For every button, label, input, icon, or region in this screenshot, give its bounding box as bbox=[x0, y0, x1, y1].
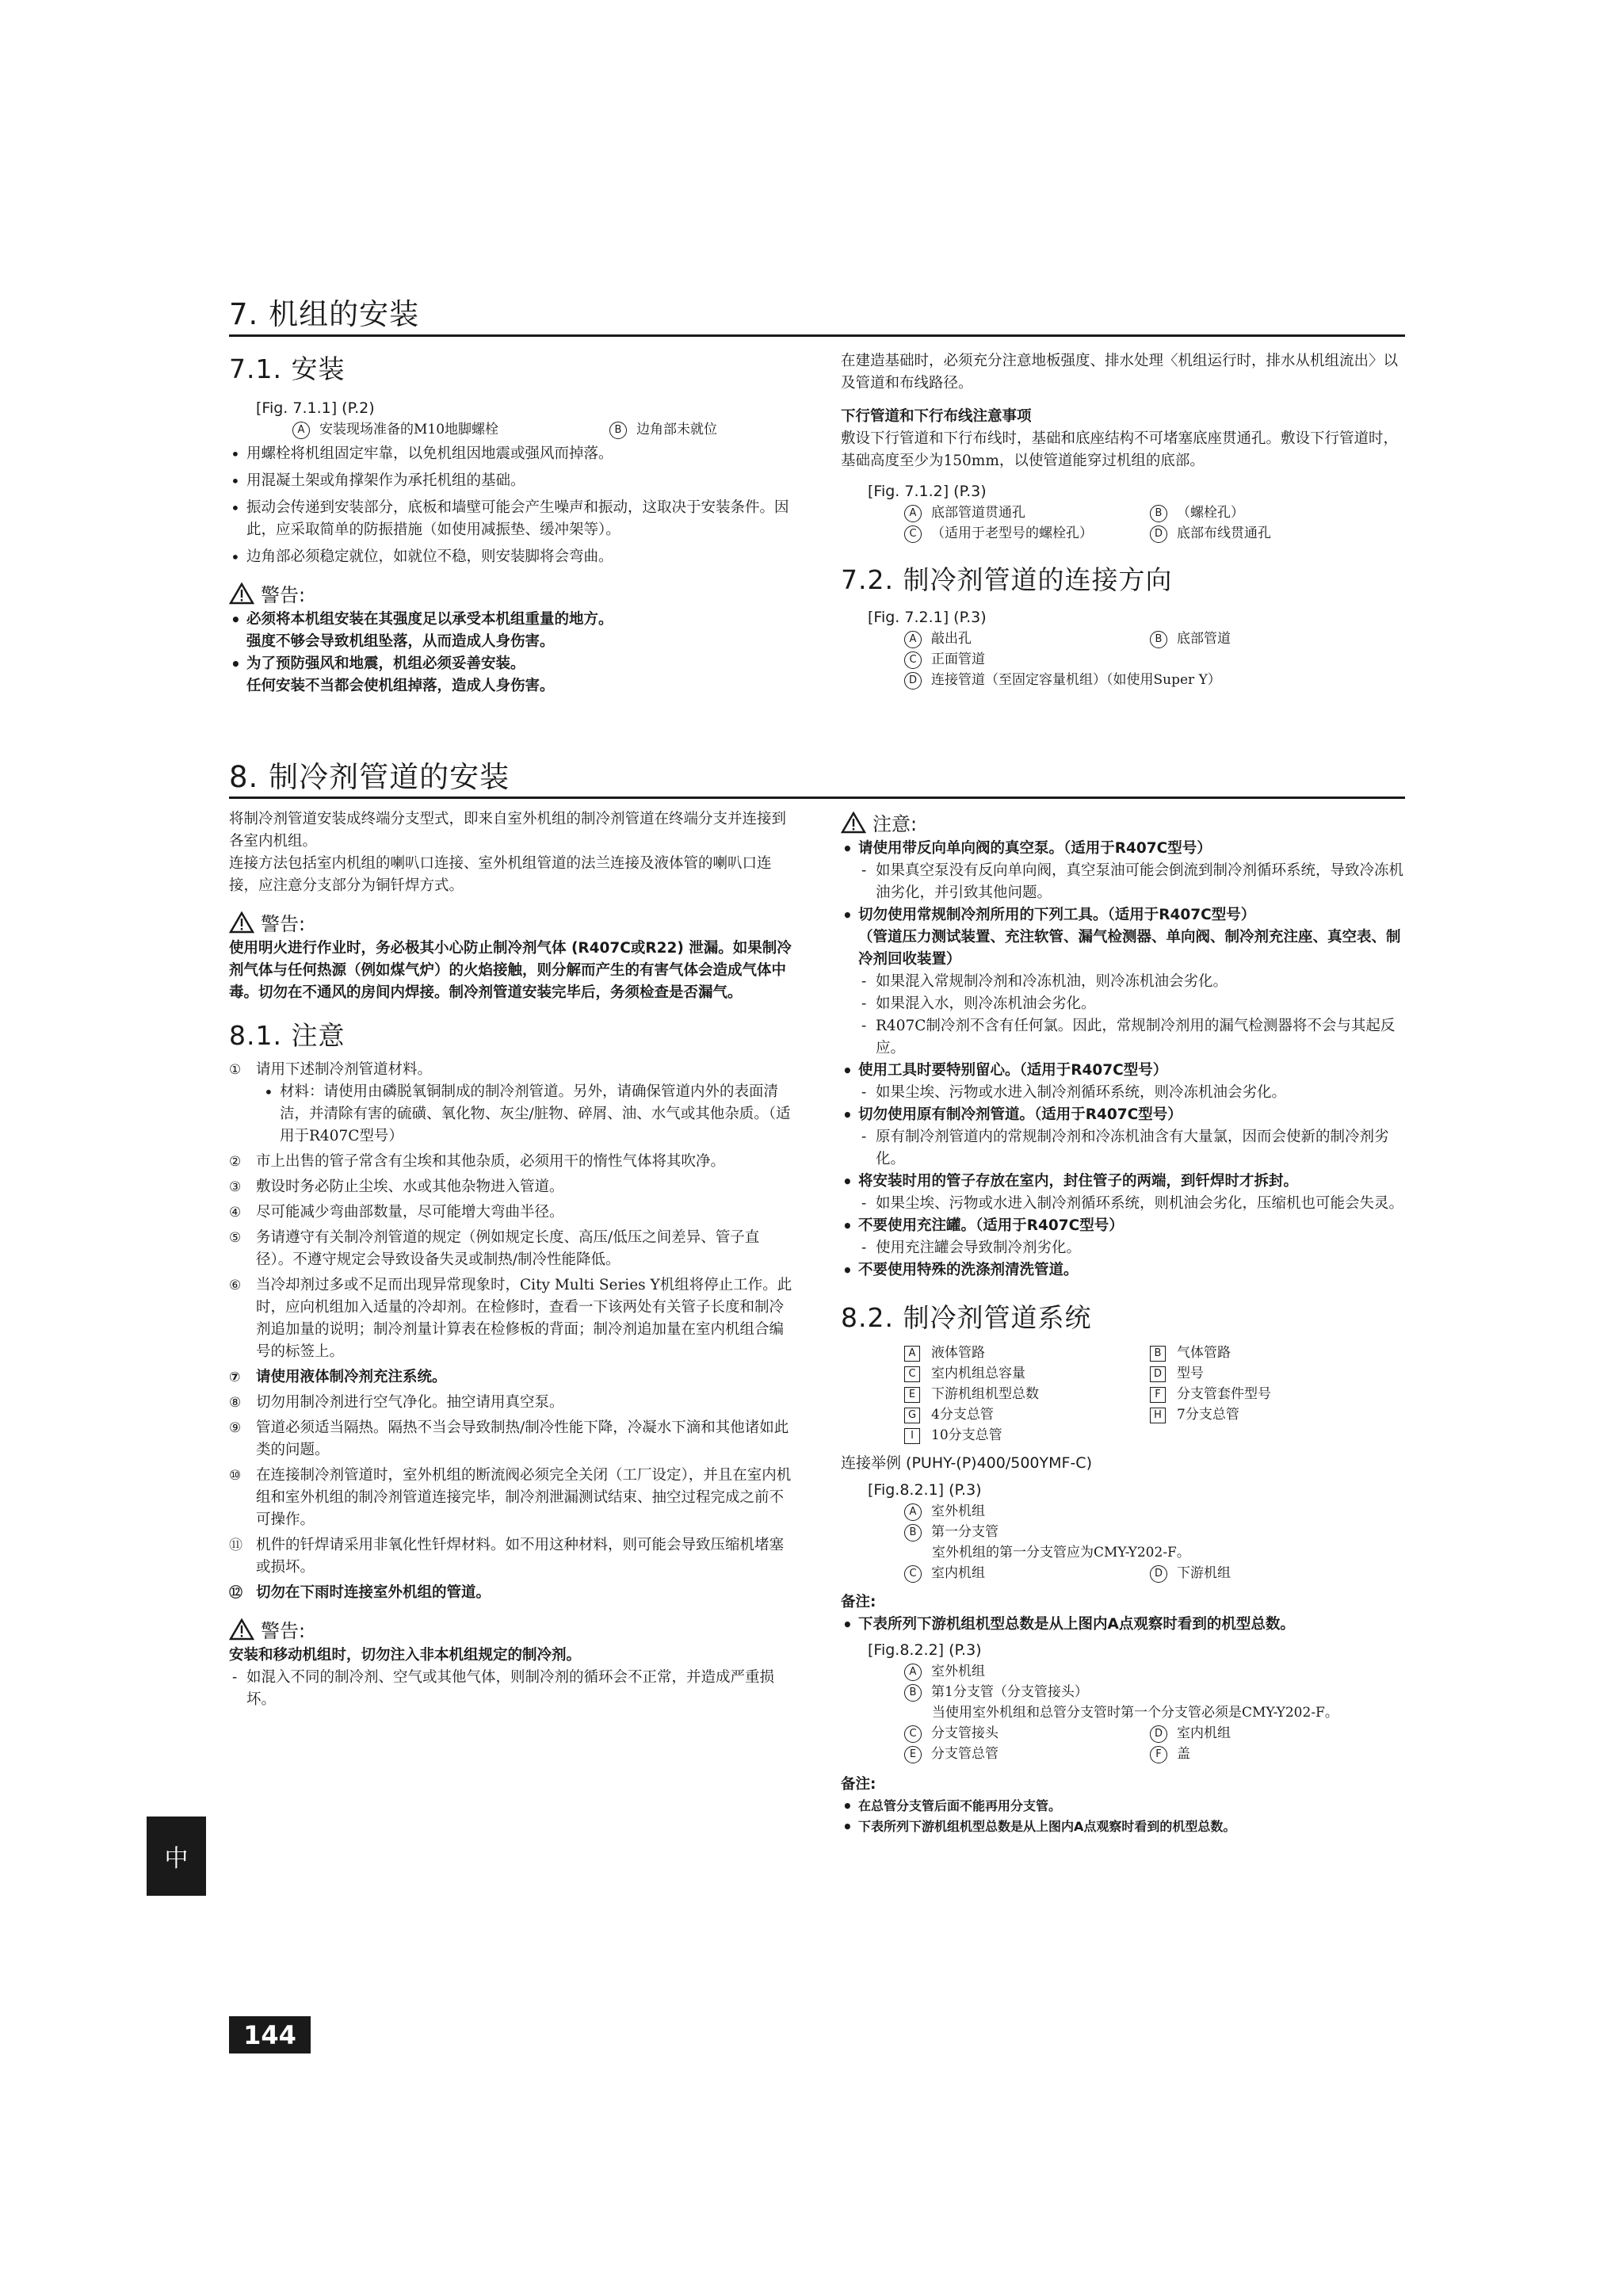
material-bullet: • 材料：请使用由磷脱氧铜制成的制冷剂管道。另外，请确保管道内外的表面清洁，并清除有害的硫磺、氧化物、灰尘/脏物、碎屑、油、水气或其他杂质。（适用于R407C型号） bbox=[262, 1081, 793, 1148]
caution-item: • 使用工具时要特别留心。（适用于R407C型号） bbox=[841, 1060, 1405, 1082]
legend-key-b: B bbox=[904, 1684, 922, 1702]
legend-key-d: D bbox=[1150, 1725, 1167, 1743]
legend-text: 当使用室外机组和总管分支管时第一个分支管必须是CMY-Y202-F。 bbox=[932, 1705, 1338, 1721]
precaution-item bbox=[229, 1366, 793, 1389]
caution-item: • 请使用带反向单向阀的真空泵。（适用于R407C型号） bbox=[841, 838, 1405, 860]
legend-text: 分支管总管 bbox=[931, 1746, 999, 1762]
legend-text: 安装现场准备的M10地脚螺栓 bbox=[319, 422, 499, 437]
caution-triangle-icon bbox=[841, 812, 866, 834]
warning-triangle-icon bbox=[229, 911, 254, 934]
legend-key-a: A bbox=[904, 631, 922, 648]
legend-key-c: C bbox=[904, 1725, 922, 1743]
caution-detail: - R407C制冷剂不含有任何氯。因此，常规制冷剂用的漏气检测器将不会与其起反应。 bbox=[858, 1015, 1405, 1060]
legend-text: （适用于老型号的螺栓孔） bbox=[931, 525, 1093, 541]
legend-key-c: C bbox=[904, 1565, 922, 1583]
fig-8-2-2-ref: [Fig.8.2.2] (P.3) bbox=[868, 1641, 982, 1659]
item-number: ⑥ bbox=[229, 1278, 242, 1293]
item-text: 切勿用制冷剂进行空气净化。抽空请用真空泵。 bbox=[256, 1394, 564, 1411]
legend-text: 连接管道（至固定容量机组）（如使用Super Y） bbox=[931, 672, 1221, 688]
downward-piping-paragraph: 敷设下行管道和下行布线时，基础和底座结构不可堵塞底座贯通孔。敷设下行管道时，基础高度至少为150mm，以使管道能穿过机组的底部。 bbox=[841, 430, 1399, 469]
legend-text: 室内机组总容量 bbox=[931, 1366, 1025, 1381]
caution-detail: - 如果真空泵没有反向单向阀，真空泵油可能会倒流到制冷剂循环系统，导致冷冻机油劣化，并引致其他问题。 bbox=[858, 860, 1405, 904]
legend-text: 敲出孔 bbox=[931, 631, 972, 647]
warning-heading bbox=[229, 1615, 793, 1643]
precaution-item bbox=[229, 1582, 793, 1604]
legend-key-c: C bbox=[904, 651, 922, 669]
legend-key-c: C bbox=[904, 1366, 920, 1382]
legend-text: 室外机组 bbox=[931, 1664, 985, 1679]
legend-key-c: C bbox=[904, 525, 922, 543]
section-8-left bbox=[229, 808, 793, 1711]
warning-title: 警告: bbox=[261, 913, 306, 935]
caution-heading bbox=[841, 808, 1405, 836]
section-7-1-title: 7.1. 安装 bbox=[229, 353, 346, 384]
legend-key-d: D bbox=[904, 672, 922, 690]
item-number: ⑧ bbox=[229, 1395, 242, 1411]
note-item: • 在总管分支管后面不能再用分支管。 bbox=[841, 1796, 1405, 1817]
precaution-item bbox=[229, 1201, 793, 1224]
fig-7-1-1-ref: [Fig. 7.1.1] (P.2) bbox=[256, 399, 375, 417]
caution-detail: - 如果混入水，则冷冻机油会劣化。 bbox=[858, 993, 1405, 1015]
install-bullet: • 用混凝土架或角撑架作为承托机组的基础。 bbox=[229, 470, 793, 492]
legend-key-a: A bbox=[904, 1503, 922, 1521]
precaution-item bbox=[229, 1392, 793, 1414]
legend-text: 边角部未就位 bbox=[636, 422, 717, 437]
fig-8-2-1-ref: [Fig.8.2.1] (P.3) bbox=[868, 1481, 982, 1499]
legend-key-b: B bbox=[1150, 505, 1167, 522]
precaution-item bbox=[229, 1465, 793, 1531]
legend-text: 7分支总管 bbox=[1177, 1407, 1239, 1423]
legend-key-b: B bbox=[1150, 631, 1167, 648]
precaution-item bbox=[229, 1059, 793, 1148]
item-text: 当冷却剂过多或不足而出现异常现象时，City Multi Series Y机组将停止工作。此时，应向机组加入适量的冷却剂。在检修时，查看一下该两处有关管子长度和制冷剂追加量的说明；制冷剂量计算表在检修板的背面；制冷剂追加量在室内机组合编号的标签上。 bbox=[256, 1277, 792, 1360]
legend-text: 下游机组机型总数 bbox=[931, 1386, 1039, 1402]
downward-piping-title: 下行管道和下行布线注意事项 bbox=[841, 408, 1032, 425]
note-item: • 下表所列下游机组机型总数是从上图内A点观察时看到的机型总数。 bbox=[841, 1817, 1405, 1837]
warning-triangle-icon bbox=[229, 583, 254, 605]
fig-8-2-2-legend bbox=[841, 1661, 1405, 1764]
page-number: 144 bbox=[229, 2016, 311, 2053]
foundation-paragraph: 在建造基础时，必须充分注意地板强度、排水处理〈机组运行时，排水从机组流出〉以及管道和布线路径。 bbox=[841, 353, 1399, 392]
legend-text: 下游机组 bbox=[1177, 1565, 1231, 1581]
fig-7-1-2-ref: [Fig. 7.1.2] (P.3) bbox=[868, 483, 987, 500]
warning-item: • 为了预防强风和地震，机组必须妥善安装。 任何安装不当都会使机组掉落，造成人身伤害。 bbox=[229, 653, 793, 697]
precaution-item bbox=[229, 1227, 793, 1271]
legend-key-h: H bbox=[1150, 1408, 1166, 1423]
legend-text: 气体管路 bbox=[1177, 1345, 1231, 1361]
legend-key-b: B bbox=[904, 1524, 922, 1541]
section-7-title: 7. 机组的安装 bbox=[229, 297, 420, 331]
install-bullet: • 用螺栓将机组固定牢靠，以免机组因地震或强风而掉落。 bbox=[229, 443, 793, 465]
legend-key-d: D bbox=[1150, 1565, 1167, 1583]
section-7-1-left bbox=[229, 349, 793, 697]
legend-key-a: A bbox=[904, 1664, 922, 1681]
item-number: ③ bbox=[229, 1179, 242, 1195]
section-7-2-title: 7.2. 制冷剂管道的连接方向 bbox=[841, 564, 1173, 595]
item-number: ⑨ bbox=[229, 1420, 242, 1436]
section-7-rule bbox=[229, 334, 1405, 337]
legend-text: 盖 bbox=[1177, 1746, 1190, 1762]
precaution-item bbox=[229, 1274, 793, 1363]
section-8-intro-2: 连接方法包括室内机组的喇叭口连接、室外机组管道的法兰连接及液体管的喇叭口连接，应注意分支部分为铜钎焊方式。 bbox=[229, 855, 772, 894]
caution-item: • 将安装时用的管子存放在室内，封住管子的两端，到钎焊时才拆封。 bbox=[841, 1171, 1405, 1193]
fig-7-1-1-legend bbox=[229, 419, 793, 440]
warning-heading bbox=[229, 908, 793, 936]
warning-item: • 必须将本机组安装在其强度足以承受本机组重量的地方。 强度不够会导致机组坠落，从而造成人身伤害。 bbox=[229, 609, 793, 653]
precaution-item bbox=[229, 1176, 793, 1198]
legend-text: 底部管道贯通孔 bbox=[931, 505, 1025, 521]
legend-text: 分支管接头 bbox=[931, 1725, 999, 1741]
legend-key-a: A bbox=[292, 422, 310, 439]
caution-item: • 切勿使用常规制冷剂所用的下列工具。（适用于R407C型号） （管道压力测试装置、充注软管、漏气检测器、单向阀、制冷剂充注座、真空表、制冷剂回收装置） bbox=[841, 904, 1405, 971]
note-title: 备注: bbox=[841, 1594, 876, 1610]
warning-triangle-icon bbox=[229, 1618, 254, 1641]
item-text: 管道必须适当隔热。隔热不当会导致制热/制冷性能下降，冷凝水下滴和其他诸如此类的问题。 bbox=[256, 1419, 789, 1458]
fig-7-2-1-legend bbox=[841, 628, 1405, 690]
piping-legend bbox=[841, 1343, 1405, 1446]
language-side-tab: 中 bbox=[147, 1817, 206, 1896]
item-text: 在连接制冷剂管道时，室外机组的断流阀必须完全关闭（工厂设定），并且在室内机组和室外机组的制冷剂管道连接完毕，制冷剂泄漏测试结束、抽空过程完成之前不可操作。 bbox=[256, 1467, 792, 1528]
caution-item: • 不要使用特殊的洗涤剂清洗管道。 bbox=[841, 1259, 1405, 1282]
legend-text: 室外机组的第一分支管应为CMY-Y202-F。 bbox=[932, 1545, 1190, 1561]
legend-key-f: F bbox=[1150, 1746, 1167, 1763]
caution-detail: - 使用充注罐会导致制冷剂劣化。 bbox=[858, 1237, 1405, 1259]
legend-key-f: F bbox=[1150, 1387, 1166, 1403]
install-bullet: • 边角部必须稳定就位，如就位不稳，则安装脚将会弯曲。 bbox=[229, 546, 793, 568]
item-text: 机件的钎焊请采用非氧化性钎焊材料。如不用这种材料，则可能会导致压缩机堵塞或损坏。 bbox=[256, 1537, 785, 1576]
note-title: 备注: bbox=[841, 1776, 876, 1793]
item-number: ① bbox=[229, 1062, 242, 1078]
warning-title: 警告: bbox=[261, 1620, 306, 1642]
fig-7-2-1-ref: [Fig. 7.2.1] (P.3) bbox=[868, 609, 987, 626]
item-text: 切勿在下雨时连接室外机组的管道。 bbox=[256, 1584, 491, 1601]
refrigerant-warning: 安装和移动机组时，切勿注入非本机组规定的制冷剂。 bbox=[229, 1647, 582, 1664]
item-text: 尽可能减少弯曲部数量，尽可能增大弯曲半径。 bbox=[256, 1204, 564, 1221]
install-bullet: • 振动会传递到安装部分，底板和墙壁可能会产生噪声和振动，这取决于安装条件。因此，应采取简单的防振措施（如使用减振垫、缓冲架等）。 bbox=[229, 497, 793, 541]
legend-key-a: A bbox=[904, 505, 922, 522]
legend-text: 分支管套件型号 bbox=[1177, 1386, 1271, 1402]
legend-key-a: A bbox=[904, 1346, 920, 1362]
item-text: 市上出售的管子常含有尘埃和其他杂质，必须用干的惰性气体将其吹净。 bbox=[256, 1153, 726, 1170]
precaution-list bbox=[229, 1059, 793, 1604]
precaution-item bbox=[229, 1151, 793, 1173]
legend-key-g: G bbox=[904, 1408, 920, 1423]
section-8-right bbox=[841, 808, 1405, 1837]
legend-text: 底部布线贯通孔 bbox=[1177, 525, 1271, 541]
warning-heading bbox=[229, 579, 793, 607]
legend-text: 底部管道 bbox=[1177, 631, 1231, 647]
fig-7-1-2-legend bbox=[841, 502, 1405, 544]
fig-8-2-1-legend bbox=[841, 1501, 1405, 1584]
item-number: ② bbox=[229, 1154, 242, 1170]
warning-title: 警告: bbox=[261, 584, 306, 606]
legend-key-b: B bbox=[1150, 1346, 1166, 1362]
legend-text: 4分支总管 bbox=[931, 1407, 994, 1423]
item-text: 敷设时务必防止尘埃、水或其他杂物进入管道。 bbox=[256, 1179, 564, 1195]
legend-text: 室外机组 bbox=[931, 1503, 985, 1519]
section-8-intro-1: 将制冷剂管道安装成终端分支型式，即来自室外机组的制冷剂管道在终端分支并连接到各室内机组。 bbox=[229, 811, 787, 850]
caution-detail: - 原有制冷剂管道内的常规制冷剂和冷冻机油含有大量氯，因而会使新的制冷剂劣化。 bbox=[858, 1126, 1405, 1171]
precaution-item bbox=[229, 1534, 793, 1579]
legend-text: 第一分支管 bbox=[931, 1524, 999, 1540]
section-8-2-title: 8.2. 制冷剂管道系统 bbox=[841, 1302, 1092, 1333]
item-text: 务请遵守有关制冷剂管道的规定（例如规定长度、高压/低压之间差异、管子直径）。不遵守规定会导致设备失灵或制热/制冷性能降低。 bbox=[256, 1229, 760, 1268]
precaution-item bbox=[229, 1417, 793, 1461]
legend-key-b: B bbox=[609, 422, 627, 439]
legend-key-e: E bbox=[904, 1746, 922, 1763]
item-number: ⑪ bbox=[229, 1538, 242, 1553]
connection-example: 连接举例 (PUHY-(P)400/500YMF-C) bbox=[841, 1454, 1092, 1472]
note-item: • 下表所列下游机组机型总数是从上图内A点观察时看到的机型总数。 bbox=[841, 1614, 1405, 1636]
legend-text: 室内机组 bbox=[1177, 1725, 1231, 1741]
item-number: ⑤ bbox=[229, 1230, 242, 1246]
caution-detail: - 如果尘埃、污物或水进入制冷剂循环系统，则冷冻机油会劣化。 bbox=[858, 1082, 1405, 1104]
section-8-1-title: 8.1. 注意 bbox=[229, 1020, 346, 1051]
caution-detail: - 如果混入常规制冷剂和冷冻机油，则冷冻机油会劣化。 bbox=[858, 971, 1405, 993]
item-text: 请使用液体制冷剂充注系统。 bbox=[256, 1369, 447, 1385]
legend-text: 正面管道 bbox=[931, 651, 985, 667]
section-7-1-right bbox=[841, 350, 1405, 690]
legend-text: 型号 bbox=[1177, 1366, 1204, 1381]
item-number: ⑫ bbox=[229, 1585, 242, 1601]
caution-title: 注意: bbox=[873, 813, 918, 835]
caution-detail: - 如果尘埃、污物或水进入制冷剂循环系统，则机油会劣化，压缩机也可能会失灵。 bbox=[858, 1193, 1405, 1215]
caution-item: • 切勿使用原有制冷剂管道。（适用于R407C型号） bbox=[841, 1104, 1405, 1126]
legend-text: 10分支总管 bbox=[931, 1427, 1002, 1443]
legend-key-e: E bbox=[904, 1387, 920, 1403]
item-number: ⑩ bbox=[229, 1468, 242, 1484]
section-8-rule bbox=[229, 797, 1405, 799]
refrigerant-warning-detail: - 如混入不同的制冷剂、空气或其他气体，则制冷剂的循环会不正常，并造成严重损坏。 bbox=[229, 1667, 793, 1711]
legend-key-i: I bbox=[904, 1428, 920, 1444]
legend-key-d: D bbox=[1150, 1366, 1166, 1382]
open-flame-warning: 使用明火进行作业时，务必极其小心防止制冷剂气体 (R407C或R22) 泄漏。如果制冷剂气体与任何热源（例如煤气炉）的火焰接触，则分解而产生的有害气体会造成气体中毒。切勿在不通风的房间内焊接。制冷剂管道安装完毕后，务须检查是否漏气。 bbox=[229, 940, 792, 1001]
legend-text: 室内机组 bbox=[931, 1565, 985, 1581]
legend-text: 液体管路 bbox=[931, 1345, 985, 1361]
item-number: ⑦ bbox=[229, 1370, 241, 1385]
legend-text: （螺栓孔） bbox=[1177, 505, 1244, 521]
legend-text: 第1分支管（分支管接头） bbox=[931, 1684, 1088, 1700]
caution-item: • 不要使用充注罐。（适用于R407C型号） bbox=[841, 1215, 1405, 1237]
section-8-title: 8. 制冷剂管道的安装 bbox=[229, 760, 510, 794]
legend-key-d: D bbox=[1150, 525, 1167, 543]
item-text: 请用下述制冷剂管道材料。 bbox=[256, 1061, 433, 1078]
item-number: ④ bbox=[229, 1205, 242, 1221]
